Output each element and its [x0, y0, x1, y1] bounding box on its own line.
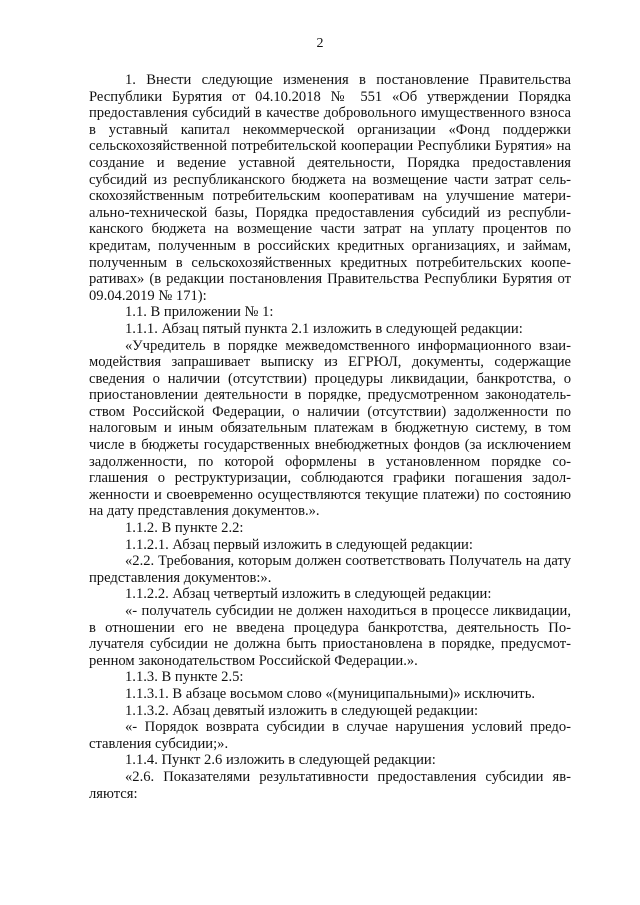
paragraph-amendment-intro: 1. Внести следующие изменения в постановление Правительства Республики Бурятия от 04.10.2018 № 551 «Об утверждении Порядка предоставления субсидий в качестве добровольного имущественного взноса в уставный капитал некоммерческой организации «Фонд поддержки сельскохозяйственной потребительской кооперации Республики Бурятия» на создание и ведение уставной деятельности, Порядка предоставления субсидий из республиканского бюджета на возмещение части затрат сельскохозяйственным потребительским кооперативам на улучшение материально-технической базы, Порядка предоставления субсидий из республиканского бюджета на возмещение части затрат на уплату процентов по кредитам, полученным в российских кредитных организациях, и займам, полученным в сельскохозяйственных кредитных потребительских кооперативах» (в редакции постановления Правительства Республики Бурятия от 09.04.2019 № 171): [89, 72, 571, 304]
paragraph-1-1-3-2: 1.1.3.2. Абзац девятый изложить в следующей редакции: [125, 702, 479, 719]
paragraph-quote-liquidation: «- получатель субсидии не должен находиться в процессе ликвидации, в отношении его не введена процедура банкротства, деятельность Получателя субсидии не должна быть приостановлена в порядке, предусмотренном законодательством Российской Федерации.». [89, 603, 571, 669]
page-number: 2 [316, 36, 324, 51]
paragraph-1-1-2: 1.1.2. В пункте 2.2: [125, 520, 244, 537]
paragraph-1-1-1: 1.1.1. Абзац пятый пункта 2.1 изложить в следующей редакции: [125, 320, 523, 337]
paragraph-quote-founder: «Учредитель в порядке межведомственного информационного взаимодействия запрашивает выписку из ЕГРЮЛ, документы, содержащие сведения о наличии (отсутствии) процедуры ликвидации, банкротства, о приостановлении деятельности в порядке, предусмотренном законодательством Российской Федерации, о наличии (отсутствии) задолженности по налоговым и иным обязательным платежам в бюджетную систему, в том числе в бюджеты государственных внебюджетных фондов (за исключением задолженности, по которой оформлены в установленном порядке соглашения о реструктуризации, соблюдаются графики погашения задолженности и своевременно осуществляются текущие платежи) по состоянию на дату представления документов.». [89, 337, 571, 520]
paragraph-1-1-3: 1.1.3. В пункте 2.5: [125, 669, 244, 686]
paragraph-1-1-2-1: 1.1.2.1. Абзац первый изложить в следующей редакции: [125, 536, 473, 553]
document-body [89, 72, 571, 802]
paragraph-quote-2-6: «2.6. Показателями результативности предоставления субсидии являются: [89, 768, 571, 802]
paragraph-quote-2-2: «2.2. Требования, которым должен соответствовать Получатель на дату представления документов:». [89, 553, 571, 586]
paragraph-1-1-4: 1.1.4. Пункт 2.6 изложить в следующей редакции: [125, 752, 436, 769]
paragraph-appendix-1: 1.1. В приложении № 1: [125, 304, 274, 321]
paragraph-quote-refund: «- Порядок возврата субсидии в случае нарушения условий предоставления субсидии;». [89, 719, 571, 752]
paragraph-1-1-3-1: 1.1.3.1. В абзаце восьмом слово «(муниципальными)» исключить. [125, 685, 535, 702]
paragraph-1-1-2-2: 1.1.2.2. Абзац четвертый изложить в следующей редакции: [125, 586, 492, 603]
